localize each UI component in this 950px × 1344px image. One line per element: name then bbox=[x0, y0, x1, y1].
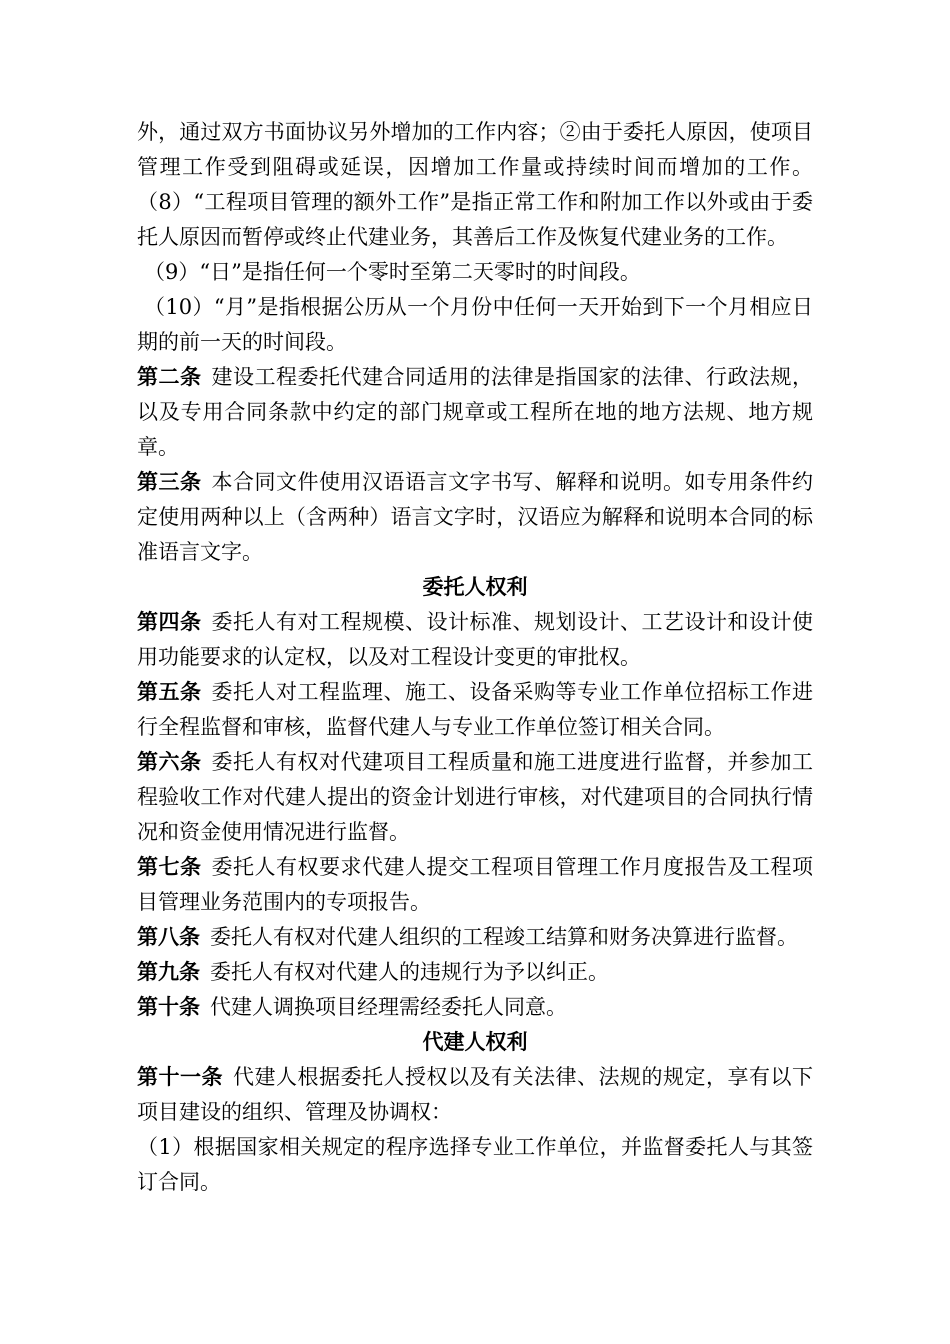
article-text: 委托人有权对代建人的违规行为予以纠正。 bbox=[210, 960, 609, 984]
article-10 bbox=[137, 990, 813, 1025]
article-5 bbox=[137, 675, 813, 745]
paragraph-definition-day: （9）“日”是指任何一个零时至第二天零时的时间段。 bbox=[144, 260, 641, 284]
article-9 bbox=[137, 955, 813, 990]
section-heading-agent-rights: 代建人权利 bbox=[422, 1030, 528, 1054]
article-label: 第九条 bbox=[137, 960, 200, 984]
article-2 bbox=[137, 360, 813, 465]
article-label: 第六条 bbox=[137, 750, 202, 774]
paragraph-additional-work: 外，通过双方书面协议另外增加的工作内容；②由于委托人原因，使项目管理工作受到阻碍或延误，因增加工作量或持续时间而增加的工作。（8）“工程项目管理的额外工作”是指正常工作和附加工作以外或由于委托人原因而暂停或终止代建业务，其善后工作及恢复代建业务的工作。 bbox=[137, 120, 813, 249]
article-text: 代建人调换项目经理需经委托人同意。 bbox=[210, 995, 567, 1019]
list-item-1: （1）根据国家相关规定的程序选择专业工作单位，并监督委托人与其签订合同。 bbox=[137, 1135, 813, 1194]
article-8 bbox=[137, 920, 813, 955]
article-text: 委托人有权对代建人组织的工程竣工结算和财务决算进行监督。 bbox=[210, 925, 798, 949]
article-label: 第十条 bbox=[137, 995, 200, 1019]
article-label: 第五条 bbox=[137, 680, 202, 704]
article-label: 第二条 bbox=[137, 365, 202, 389]
article-4 bbox=[137, 605, 813, 675]
article-label: 第十一条 bbox=[137, 1065, 223, 1089]
article-text: 建设工程委托代建合同适用的法律是指国家的法律、行政法规，以及专用合同条款中约定的部门规章或工程所在地的地方法规、地方规章。 bbox=[137, 365, 813, 459]
document-page bbox=[137, 115, 813, 1200]
article-text: 本合同文件使用汉语语言文字书写、解释和说明。如专用条件约定使用两种以上（含两种）语言文字时，汉语应为解释和说明本合同的标准语言文字。 bbox=[137, 470, 813, 564]
article-6 bbox=[137, 745, 813, 850]
article-text: 委托人有权对代建项目工程质量和施工进度进行监督，并参加工程验收工作对代建人提出的资金计划进行审核，对代建项目的合同执行情况和资金使用情况进行监督。 bbox=[137, 750, 813, 844]
article-7 bbox=[137, 850, 813, 920]
article-3 bbox=[137, 465, 813, 570]
article-label: 第四条 bbox=[137, 610, 202, 634]
article-text: 代建人根据委托人授权以及有关法律、法规的规定，享有以下项目建设的组织、管理及协调权： bbox=[137, 1065, 813, 1124]
article-label: 第三条 bbox=[137, 470, 202, 494]
article-text: 委托人有对工程规模、设计标准、规划设计、工艺设计和设计使用功能要求的认定权，以及对工程设计变更的审批权。 bbox=[137, 610, 813, 669]
article-text: 委托人有权要求代建人提交工程项目管理工作月度报告及工程项目管理业务范围内的专项报告。 bbox=[137, 855, 813, 914]
article-label: 第八条 bbox=[137, 925, 200, 949]
section-heading-client-rights: 委托人权利 bbox=[422, 575, 528, 599]
article-text: 委托人对工程监理、施工、设备采购等专业工作单位招标工作进行全程监督和审核，监督代建人与专业工作单位签订相关合同。 bbox=[137, 680, 813, 739]
article-label: 第七条 bbox=[137, 855, 202, 879]
article-11 bbox=[137, 1060, 813, 1130]
paragraph-definition-month: （10）“月”是指根据公历从一个月份中任何一天开始到下一个月相应日期的前一天的时间段。 bbox=[137, 295, 813, 354]
